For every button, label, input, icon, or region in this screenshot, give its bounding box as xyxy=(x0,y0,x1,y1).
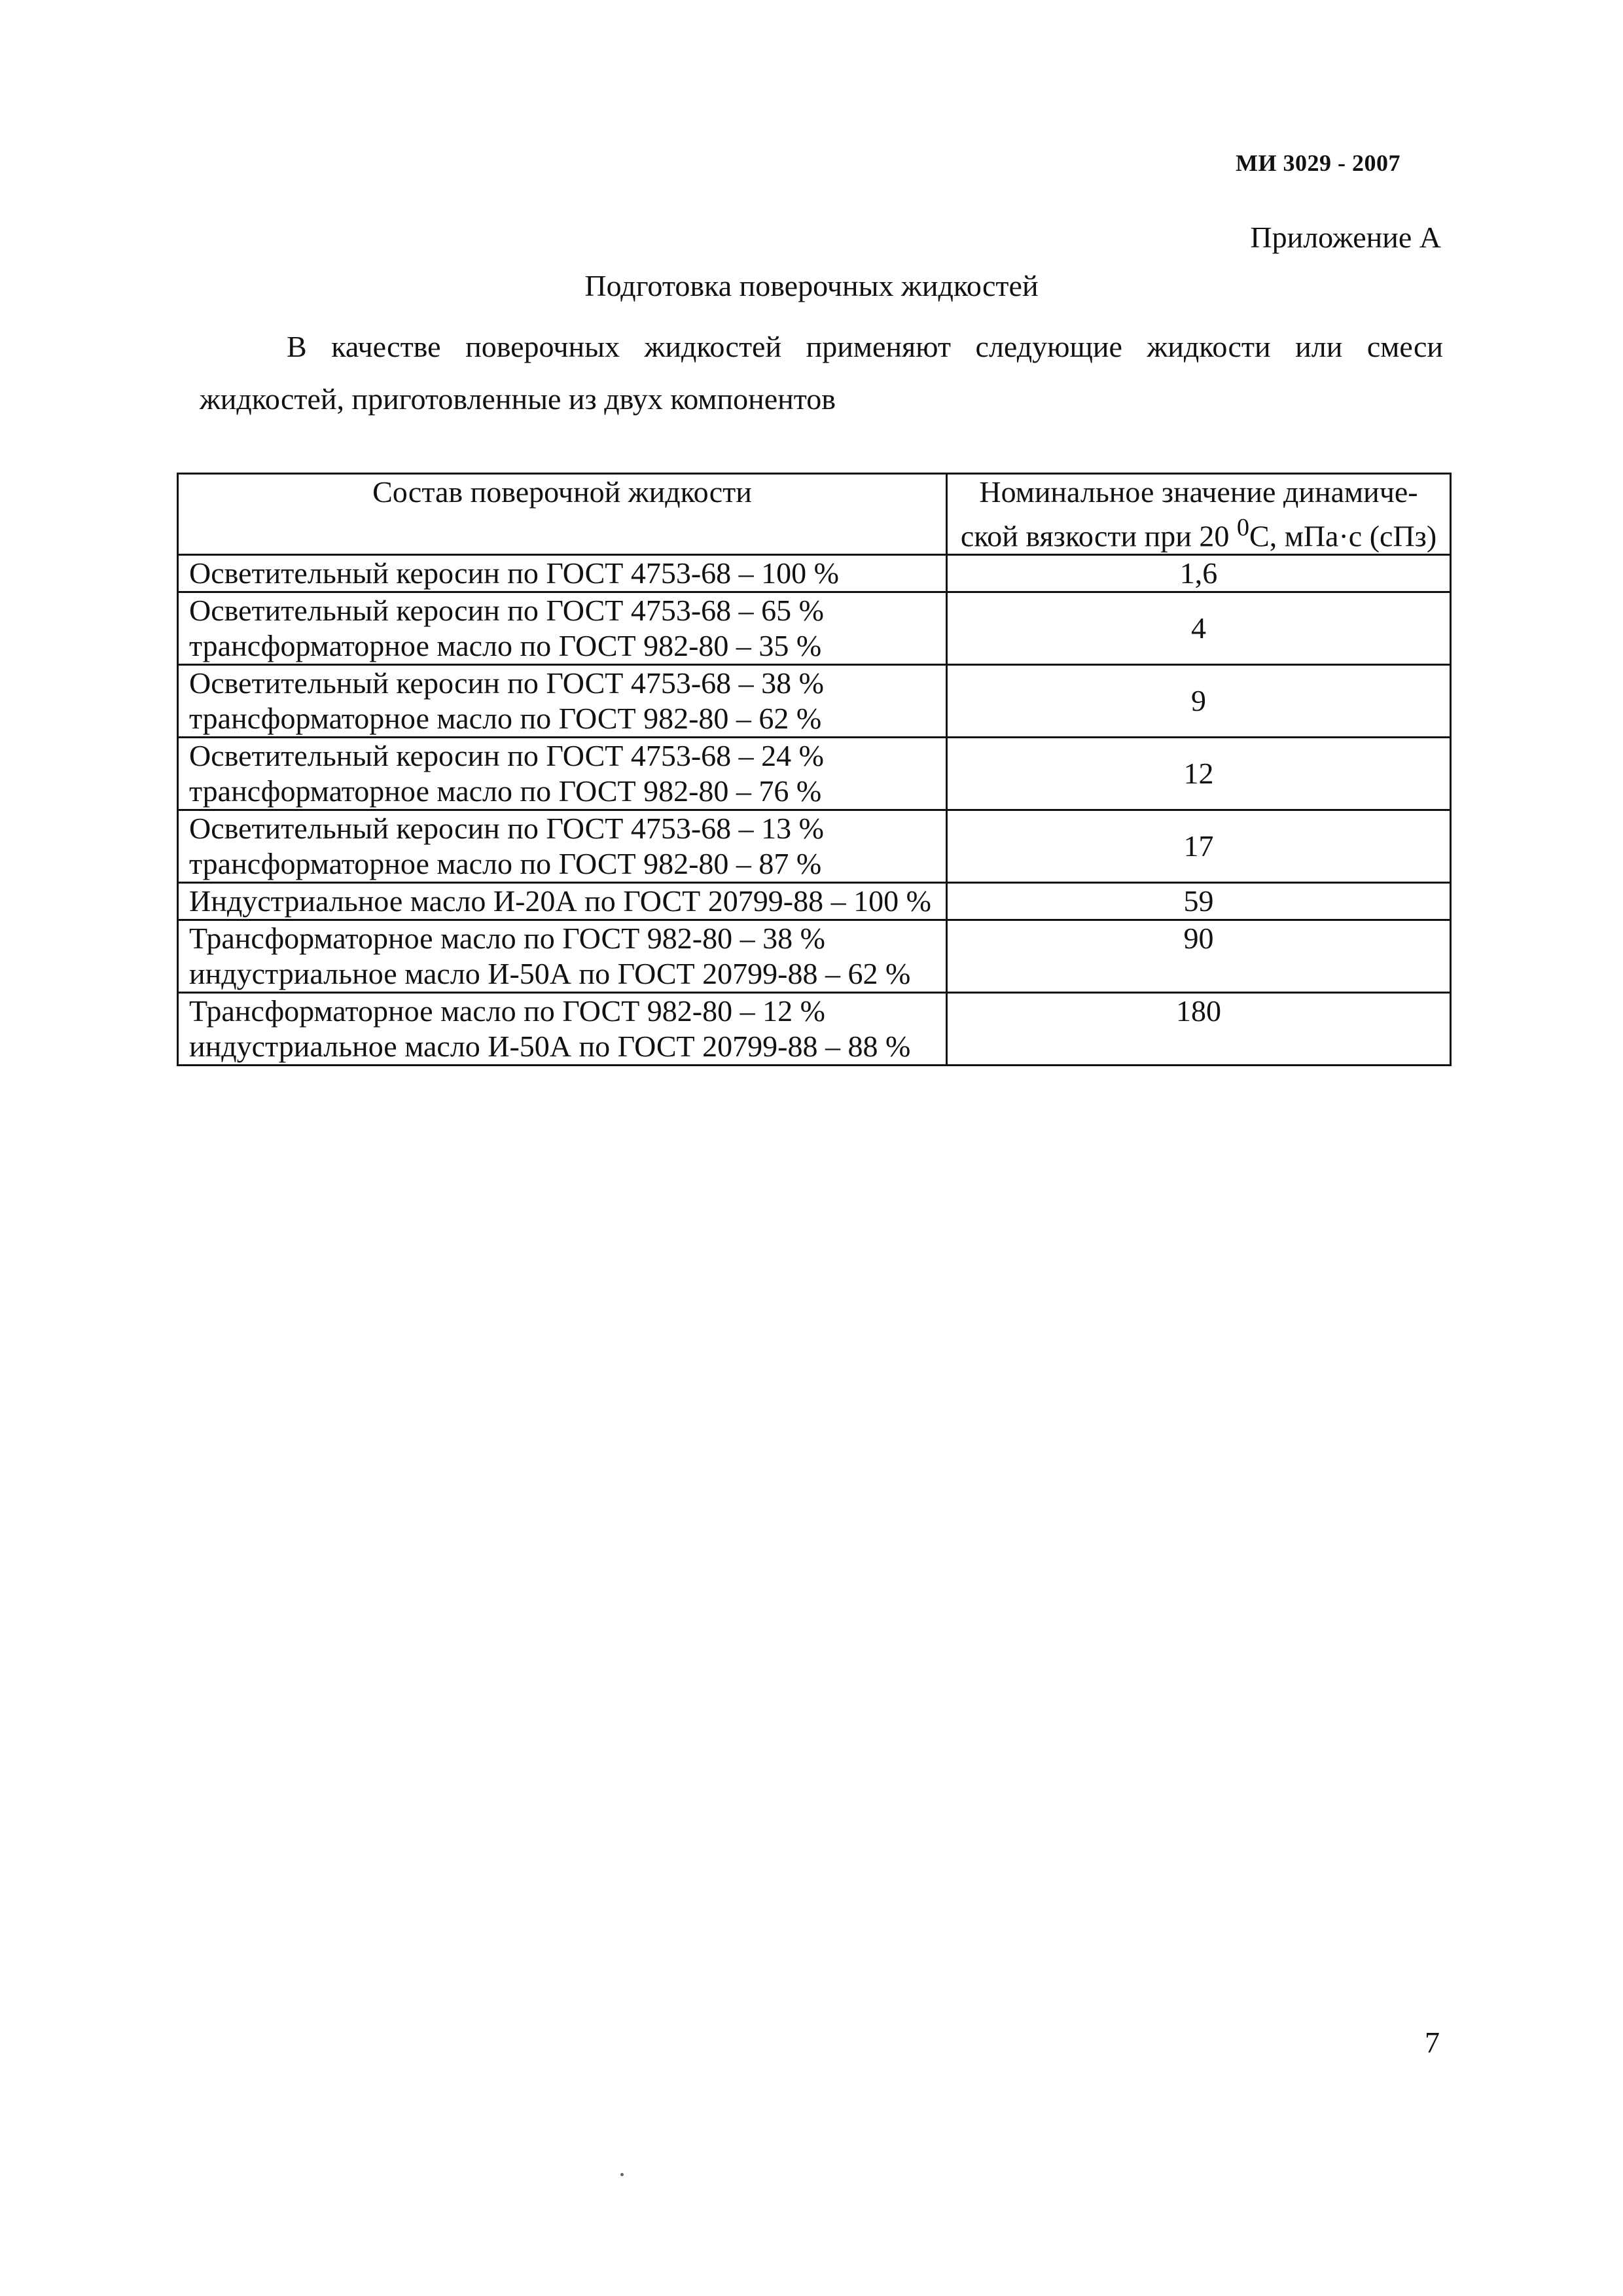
page-number: 7 xyxy=(1425,2026,1440,2059)
composition-line1: Осветительный керосин по ГОСТ 4753-68 – 38 % xyxy=(189,666,824,700)
composition-cell xyxy=(178,665,947,738)
degree-superscript: 0 xyxy=(1236,514,1250,541)
header-viscosity xyxy=(947,474,1451,555)
composition-line2: трансформаторное масло по ГОСТ 982-80 – 35 % xyxy=(189,629,822,663)
table-row xyxy=(178,810,1451,883)
composition-cell xyxy=(178,883,947,920)
composition-line1: Осветительный керосин по ГОСТ 4753-68 – 65 % xyxy=(189,594,824,628)
composition-cell xyxy=(178,738,947,810)
scan-speck xyxy=(620,2173,624,2176)
composition-cell xyxy=(178,592,947,665)
composition-line1: Трансформаторное масло по ГОСТ 982-80 – 12 % xyxy=(189,994,825,1028)
viscosity-cell: 59 xyxy=(947,883,1451,920)
composition-line1: Осветительный керосин по ГОСТ 4753-68 – 24 % xyxy=(189,739,824,773)
composition-cell xyxy=(178,920,947,993)
composition-cell xyxy=(178,555,947,592)
composition-cell xyxy=(178,810,947,883)
composition-line1: Трансформаторное масло по ГОСТ 982-80 – 38 % xyxy=(189,922,825,956)
composition-line2: индустриальное масло И-50А по ГОСТ 20799-88 – 62 % xyxy=(189,957,911,991)
composition-cell xyxy=(178,993,947,1066)
viscosity-cell: 17 xyxy=(947,810,1451,883)
table-row xyxy=(178,555,1451,592)
viscosity-cell: 12 xyxy=(947,738,1451,810)
calibration-fluids-table xyxy=(177,473,1452,1066)
intro-paragraph-text: В качестве поверочных жидкостей применяют следующие жидкости или смеси жидкостей, приготовленные из двух компонентов xyxy=(200,330,1443,416)
header-composition: Состав поверочной жидкости xyxy=(178,474,947,555)
table-row xyxy=(178,738,1451,810)
intro-paragraph xyxy=(200,321,1443,425)
section-title: Подготовка поверочных жидкостей xyxy=(584,269,1039,302)
composition-line1: Индустриальное масло И-20А по ГОСТ 20799-88 – 100 % xyxy=(189,884,931,918)
header-viscosity-line2: ской вязкости при 20 xyxy=(960,519,1237,553)
table-row xyxy=(178,665,1451,738)
composition-line2: индустриальное масло И-50А по ГОСТ 20799-88 – 88 % xyxy=(189,1030,911,1064)
appendix-label: Приложение А xyxy=(1250,221,1441,254)
table-header-row xyxy=(178,474,1451,555)
composition-line2: трансформаторное масло по ГОСТ 982-80 – 76 % xyxy=(189,774,822,808)
table-row xyxy=(178,993,1451,1066)
header-viscosity-line1: Номинальное значение динамиче- xyxy=(979,475,1418,509)
viscosity-cell: 90 xyxy=(947,920,1451,993)
viscosity-cell: 180 xyxy=(947,993,1451,1066)
composition-line2: трансформаторное масло по ГОСТ 982-80 – 62 % xyxy=(189,702,822,736)
document-code: МИ 3029 - 2007 xyxy=(1236,150,1400,176)
composition-line1: Осветительный керосин по ГОСТ 4753-68 – 100 % xyxy=(189,556,839,590)
composition-line2: трансформаторное масло по ГОСТ 982-80 – 87 % xyxy=(189,847,822,881)
table-row xyxy=(178,883,1451,920)
table-row xyxy=(178,592,1451,665)
header-viscosity-unit: С, мПа·с (сПз) xyxy=(1249,519,1437,553)
composition-line1: Осветительный керосин по ГОСТ 4753-68 – 13 % xyxy=(189,812,824,846)
table-row xyxy=(178,920,1451,993)
viscosity-cell: 1,6 xyxy=(947,555,1451,592)
viscosity-cell: 4 xyxy=(947,592,1451,665)
viscosity-cell: 9 xyxy=(947,665,1451,738)
